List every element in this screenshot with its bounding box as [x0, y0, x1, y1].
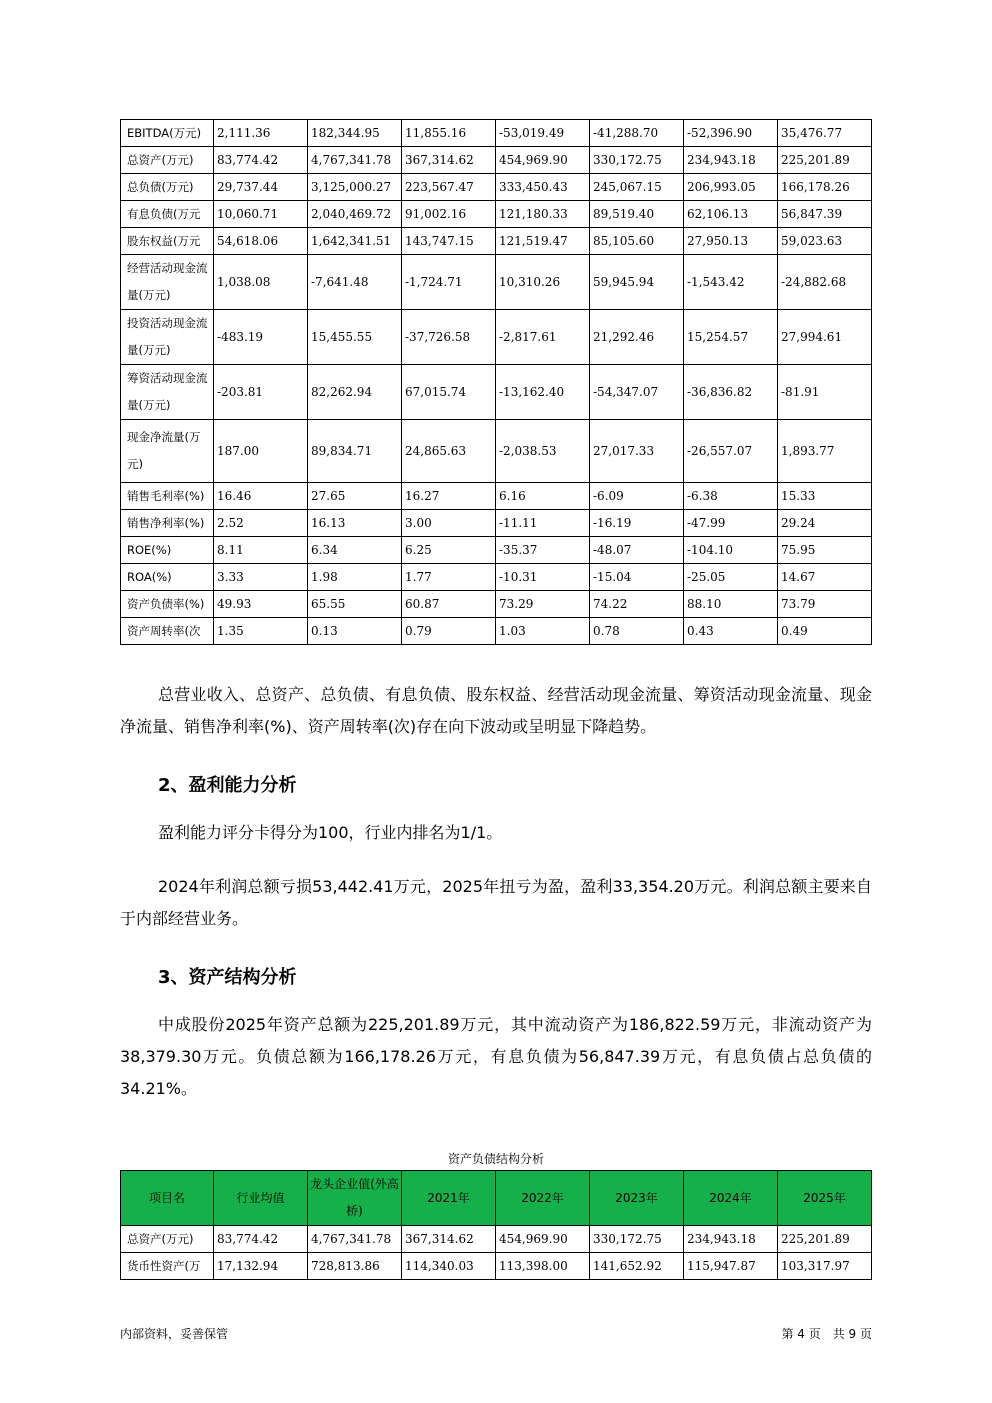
footer-page-number: 第 4 页 共 9 页: [781, 1327, 872, 1341]
table-cell: 3.00: [402, 510, 496, 537]
table-cell: 141,652.92: [590, 1253, 684, 1280]
table-cell: -13,162.40: [496, 365, 590, 420]
table-cell: 206,993.05: [684, 174, 778, 201]
table-cell: 15,254.57: [684, 310, 778, 365]
table-cell: 454,969.90: [496, 147, 590, 174]
row-label: ROA(%): [121, 564, 214, 591]
table-row: [121, 618, 872, 645]
row-label: 股东权益(万元: [121, 228, 214, 255]
table-cell: 56,847.39: [778, 201, 872, 228]
table-cell: -48.07: [590, 537, 684, 564]
table-caption: 资产负债结构分析: [447, 1152, 544, 1166]
table-cell: -54,347.07: [590, 365, 684, 420]
table-cell: -1,543.42: [684, 255, 778, 310]
row-label: EBITDA(万元): [121, 120, 214, 147]
table-cell: 73.29: [496, 591, 590, 618]
table-cell: 16.13: [308, 510, 402, 537]
table-cell: -53,019.49: [496, 120, 590, 147]
table-cell: 85,105.60: [590, 228, 684, 255]
table-cell: 27,017.33: [590, 420, 684, 483]
table-cell: 0.79: [402, 618, 496, 645]
table-row: [121, 255, 872, 310]
row-label: 销售净利率(%): [121, 510, 214, 537]
table-cell: 6.25: [402, 537, 496, 564]
table-cell: 728,813.86: [308, 1253, 402, 1280]
column-header: 2023年: [590, 1171, 684, 1226]
table-cell: 27,950.13: [684, 228, 778, 255]
table-cell: 0.43: [684, 618, 778, 645]
row-label: 资产负债率(%): [121, 591, 214, 618]
table-cell: 3.33: [214, 564, 308, 591]
table-cell: 59,945.94: [590, 255, 684, 310]
table-cell: 75.95: [778, 537, 872, 564]
table-cell: -26,557.07: [684, 420, 778, 483]
table-cell: 114,340.03: [402, 1253, 496, 1280]
table-cell: 60.87: [402, 591, 496, 618]
table-cell: 11,855.16: [402, 120, 496, 147]
table-cell: -104.10: [684, 537, 778, 564]
table-cell: 1.35: [214, 618, 308, 645]
row-label: 有息负债(万元: [121, 201, 214, 228]
table-cell: 49.93: [214, 591, 308, 618]
table-cell: 115,947.87: [684, 1253, 778, 1280]
table-cell: 59,023.63: [778, 228, 872, 255]
column-header: 龙头企业值(外高桥): [308, 1171, 402, 1226]
table-cell: 16.46: [214, 483, 308, 510]
table-row: [121, 120, 872, 147]
table-cell: 91,002.16: [402, 201, 496, 228]
table-cell: 187.00: [214, 420, 308, 483]
table-cell: 1,038.08: [214, 255, 308, 310]
table-cell: -6.09: [590, 483, 684, 510]
column-header: 2025年: [778, 1171, 872, 1226]
footer-confidential-note: 内部资料，妥善保管: [120, 1327, 229, 1341]
table-cell: 225,201.89: [778, 147, 872, 174]
table-cell: -6.38: [684, 483, 778, 510]
table-row: [121, 591, 872, 618]
table-cell: 73.79: [778, 591, 872, 618]
table-cell: 333,450.43: [496, 174, 590, 201]
table-cell: 14.67: [778, 564, 872, 591]
row-label: 货币性资产(万: [121, 1253, 214, 1280]
table-row: [121, 228, 872, 255]
table-row: [121, 174, 872, 201]
profitability-score-paragraph: 盈利能力评分卡得分为100，行业内排名为1/1。: [158, 823, 503, 842]
section-heading-asset-structure: 3、资产结构分析: [158, 967, 297, 988]
table-cell: 143,747.15: [402, 228, 496, 255]
column-header: 行业均值: [214, 1171, 308, 1226]
table-cell: 166,178.26: [778, 174, 872, 201]
table-cell: 27,994.61: [778, 310, 872, 365]
table-cell: 10,310.26: [496, 255, 590, 310]
table-cell: 234,943.18: [684, 1226, 778, 1253]
table-cell: -16.19: [590, 510, 684, 537]
table-cell: -15.04: [590, 564, 684, 591]
row-label: 总负债(万元): [121, 174, 214, 201]
table-cell: 29.24: [778, 510, 872, 537]
table-row: [121, 510, 872, 537]
column-header: 项目名: [121, 1171, 214, 1226]
table-row: [121, 147, 872, 174]
table-cell: 330,172.75: [590, 147, 684, 174]
table-cell: -47.99: [684, 510, 778, 537]
table-cell: 67,015.74: [402, 365, 496, 420]
table-cell: 245,067.15: [590, 174, 684, 201]
table-cell: 367,314.62: [402, 147, 496, 174]
table-row: [121, 420, 872, 483]
table-cell: 29,737.44: [214, 174, 308, 201]
profit-paragraph: 2024年利润总额亏损53,442.41万元，2025年扭亏为盈，盈利33,354.20万元。利润总额主要来自于内部经营业务。: [120, 877, 872, 928]
table-cell: 4,767,341.78: [308, 147, 402, 174]
table-cell: 103,317.97: [778, 1253, 872, 1280]
table-cell: 234,943.18: [684, 147, 778, 174]
table-cell: 182,344.95: [308, 120, 402, 147]
table-cell: 0.78: [590, 618, 684, 645]
table-cell: -483.19: [214, 310, 308, 365]
table-cell: -1,724.71: [402, 255, 496, 310]
table-cell: 121,519.47: [496, 228, 590, 255]
table-cell: -10.31: [496, 564, 590, 591]
table-cell: 74.22: [590, 591, 684, 618]
column-header: 2022年: [496, 1171, 590, 1226]
table-cell: 2.52: [214, 510, 308, 537]
table-cell: -24,882.68: [778, 255, 872, 310]
table-cell: 15,455.55: [308, 310, 402, 365]
table-cell: 454,969.90: [496, 1226, 590, 1253]
table-cell: 8.11: [214, 537, 308, 564]
table-cell: 27.65: [308, 483, 402, 510]
table-cell: -203.81: [214, 365, 308, 420]
table-row: [121, 1226, 872, 1253]
table-header-row: [121, 1171, 872, 1226]
table-cell: -52,396.90: [684, 120, 778, 147]
row-label: ROE(%): [121, 537, 214, 564]
table-cell: -41,288.70: [590, 120, 684, 147]
table-cell: 2,111.36: [214, 120, 308, 147]
table-row: [121, 365, 872, 420]
table-cell: 82,262.94: [308, 365, 402, 420]
table-cell: 1,642,341.51: [308, 228, 402, 255]
table-cell: -2,817.61: [496, 310, 590, 365]
table-cell: -2,038.53: [496, 420, 590, 483]
row-label: 总资产(万元): [121, 147, 214, 174]
table-cell: 4,767,341.78: [308, 1226, 402, 1253]
table-cell: 88.10: [684, 591, 778, 618]
table-cell: 3,125,000.27: [308, 174, 402, 201]
column-header: 2021年: [402, 1171, 496, 1226]
table-cell: 35,476.77: [778, 120, 872, 147]
row-label: 总资产(万元): [121, 1226, 214, 1253]
table-cell: 0.49: [778, 618, 872, 645]
table-row: [121, 1253, 872, 1280]
table-cell: 62,106.13: [684, 201, 778, 228]
table-cell: 54,618.06: [214, 228, 308, 255]
table-cell: 89,834.71: [308, 420, 402, 483]
table-cell: 6.16: [496, 483, 590, 510]
row-label: 筹资活动现金流量(万元): [121, 365, 214, 420]
table-cell: 1.03: [496, 618, 590, 645]
table-cell: 1.98: [308, 564, 402, 591]
table-cell: 17,132.94: [214, 1253, 308, 1280]
table-cell: 10,060.71: [214, 201, 308, 228]
row-label: 资产周转率(次: [121, 618, 214, 645]
table-cell: -81.91: [778, 365, 872, 420]
table-cell: 83,774.42: [214, 1226, 308, 1253]
table-cell: 225,201.89: [778, 1226, 872, 1253]
table-cell: -25.05: [684, 564, 778, 591]
row-label: 投资活动现金流量(万元): [121, 310, 214, 365]
table-cell: 24,865.63: [402, 420, 496, 483]
table-cell: 2,040,469.72: [308, 201, 402, 228]
table-cell: 89,519.40: [590, 201, 684, 228]
row-label: 现金净流量(万元): [121, 420, 214, 483]
column-header: 2024年: [684, 1171, 778, 1226]
balance-structure-table: [120, 1170, 872, 1280]
table-cell: 223,567.47: [402, 174, 496, 201]
table-cell: 15.33: [778, 483, 872, 510]
table-cell: 65.55: [308, 591, 402, 618]
table-cell: 367,314.62: [402, 1226, 496, 1253]
table-cell: -37,726.58: [402, 310, 496, 365]
table-cell: 1,893.77: [778, 420, 872, 483]
table-cell: -11.11: [496, 510, 590, 537]
table-cell: 113,398.00: [496, 1253, 590, 1280]
table-cell: -35.37: [496, 537, 590, 564]
table-cell: 21,292.46: [590, 310, 684, 365]
section-heading-profitability: 2、盈利能力分析: [158, 775, 297, 796]
trend-paragraph: 总营业收入、总资产、总负债、有息负债、股东权益、经营活动现金流量、筹资活动现金流量、现金净流量、销售净利率(%)、资产周转率(次)存在向下波动或呈明显下降趋势。: [120, 685, 872, 736]
table-row: [121, 537, 872, 564]
table-row: [121, 310, 872, 365]
asset-structure-paragraph: 中成股份2025年资产总额为225,201.89万元，其中流动资产为186,822.59万元，非流动资产为38,379.30万元。负债总额为166,178.26万元，有息负债为56,847.39万元，有息负债占总负债的34.21%。: [120, 1015, 872, 1098]
row-label: 经营活动现金流量(万元): [121, 255, 214, 310]
table-cell: 1.77: [402, 564, 496, 591]
row-label: 销售毛利率(%): [121, 483, 214, 510]
table-cell: 83,774.42: [214, 147, 308, 174]
table-row: [121, 564, 872, 591]
table-cell: -36,836.82: [684, 365, 778, 420]
table-row: [121, 483, 872, 510]
table-cell: 0.13: [308, 618, 402, 645]
table-cell: 330,172.75: [590, 1226, 684, 1253]
table-cell: 121,180.33: [496, 201, 590, 228]
financial-indicators-table: [120, 119, 872, 645]
table-row: [121, 201, 872, 228]
table-cell: 16.27: [402, 483, 496, 510]
table-cell: -7,641.48: [308, 255, 402, 310]
table-cell: 6.34: [308, 537, 402, 564]
